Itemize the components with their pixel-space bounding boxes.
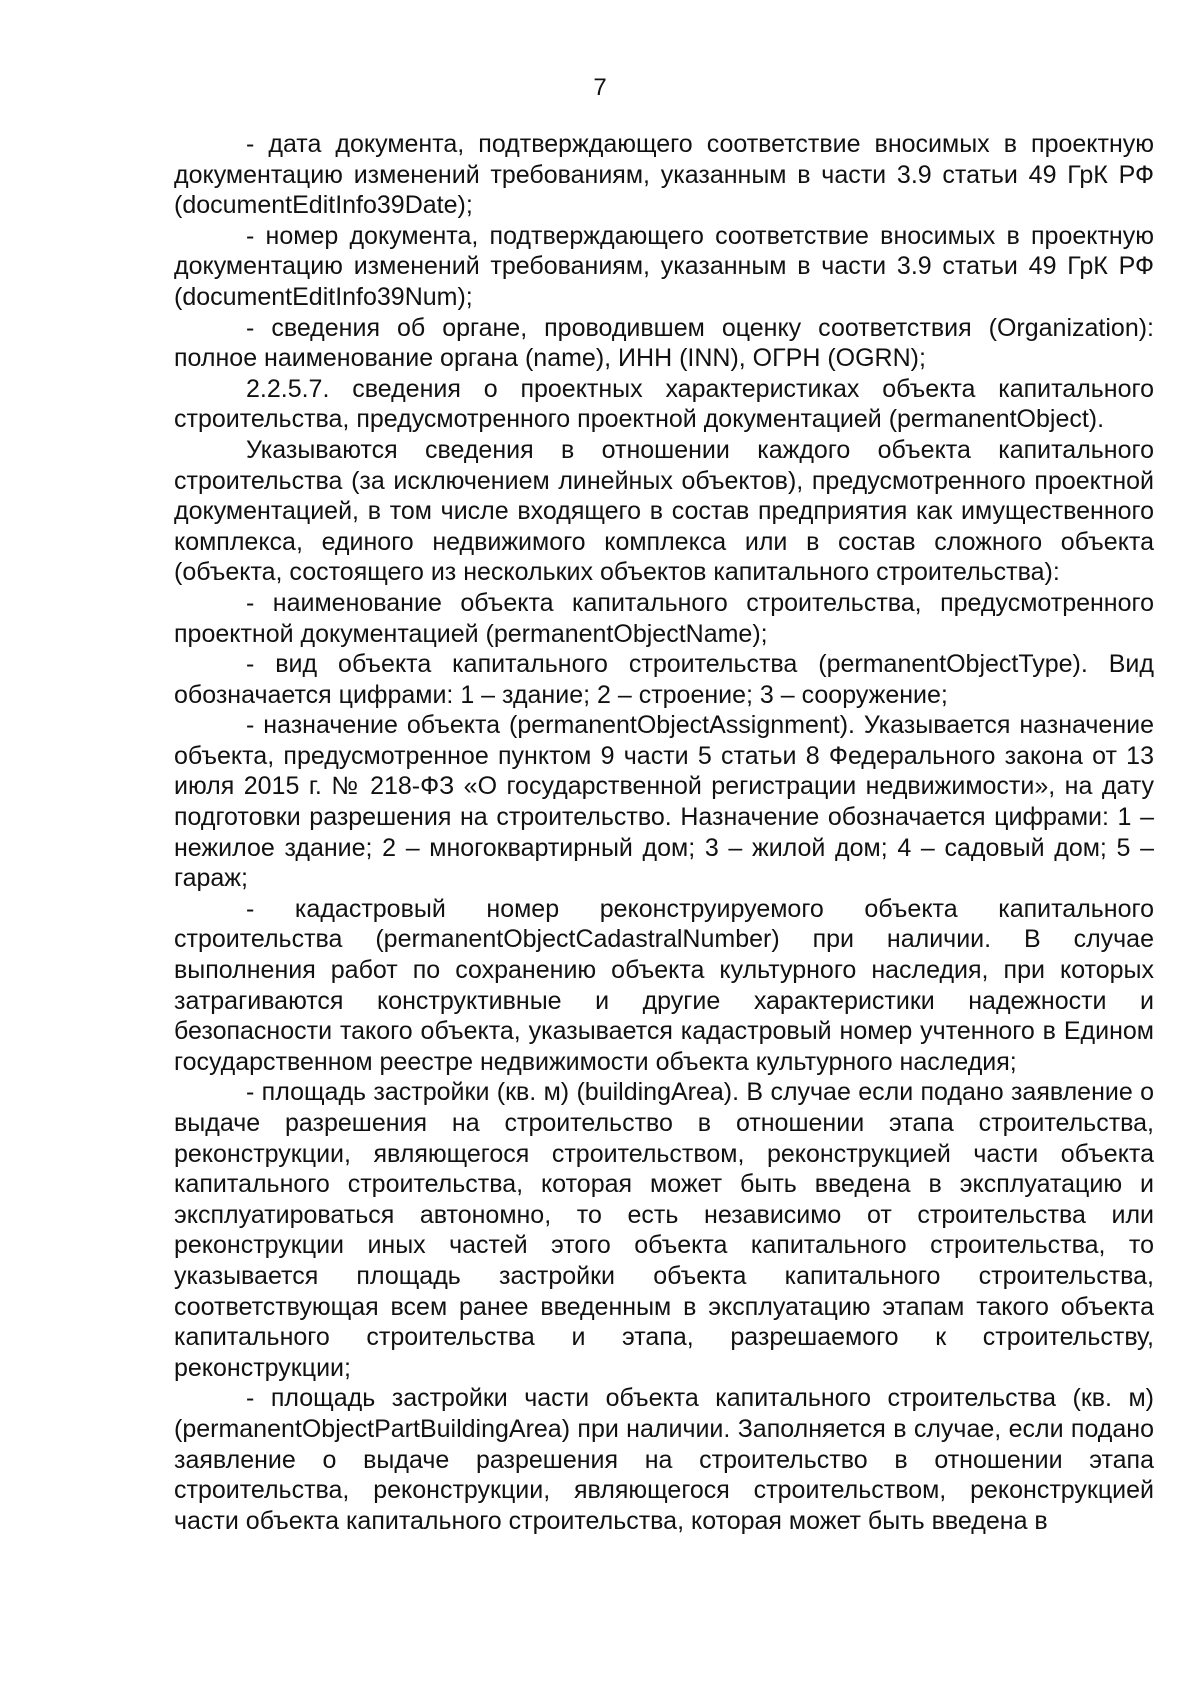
paragraph: - площадь застройки (кв. м) (buildingArea). В случае если подано заявление о выдаче разрешения на строительство в отношении этапа строительства, реконструкции, являющегося строительством, реконструкцией части объекта капитального строительства, которая может быть введена в эксплуатацию и эксплуатироваться автономно, то есть независимо от строительства или реконструкции иных частей этого объекта капитального строительства, то указывается площадь застройки объекта капитального строительства, соответствующая всем ранее введенным в эксплуатацию этапам такого объекта капитального строительства и этапа, разрешаемого к строительству, реконструкции; bbox=[174, 1078, 1154, 1382]
paragraph: - дата документа, подтверждающего соответствие вносимых в проектную документацию изменений требованиям, указанным в части 3.9 статьи 49 ГрК РФ (documentEditInfo39Date); bbox=[174, 130, 1154, 220]
paragraph: - сведения об органе, проводившем оценку соответствия (Organization): полное наименование органа (name), ИНН (INN), ОГРН (OGRN); bbox=[174, 313, 1154, 373]
paragraph: - вид объекта капитального строительства (permanentObjectType). Вид обозначается цифрами: 1 – здание; 2 – строение; 3 – сооружение; bbox=[174, 650, 1154, 709]
paragraph: - номер документа, подтверждающего соответствие вносимых в проектную документацию изменений требованиям, указанным в части 3.9 статьи 49 ГрК РФ (documentEditInfo39Num); bbox=[174, 221, 1154, 311]
document-body bbox=[174, 129, 1154, 1536]
paragraph: - кадастровый номер реконструируемого объекта капитального строительства (permanentObjectCadastralNumber) при наличии. В случае выполнения работ по сохранению объекта культурного наследия, при которых затрагиваются конструктивные и другие характеристики надежности и безопасности такого объекта, указывается кадастровый номер учтенного в Едином государственном реестре недвижимости объекта культурного наследия; bbox=[174, 894, 1154, 1076]
paragraph: - площадь застройки части объекта капитального строительства (кв. м) (permanentObjectPartBuildingArea) при наличии. Заполняется в случае, если подано заявление о выдаче разрешения на строительство в отношении этапа строительства, реконструкции, являющегося строительством, реконструкцией части объекта капитального строительства, которая может быть введена в bbox=[174, 1384, 1154, 1535]
paragraph: 2.2.5.7. сведения о проектных характеристиках объекта капитального строительства, предусмотренного проектной документацией (permanentObject). bbox=[174, 374, 1154, 434]
page-number: 7 bbox=[593, 74, 607, 101]
paragraph: - наименование объекта капитального строительства, предусмотренного проектной документацией (permanentObjectName); bbox=[174, 588, 1154, 648]
paragraph: - назначение объекта (permanentObjectAssignment). Указывается назначение объекта, предусмотренное пунктом 9 части 5 статьи 8 Федерального закона от 13 июля 2015 г. № 218-ФЗ «О государственной регистрации недвижимости», на дату подготовки разрешения на строительство. Назначение обозначается цифрами: 1 – нежилое здание; 2 – многоквартирный дом; 3 – жилой дом; 4 – садовый дом; 5 – гараж; bbox=[174, 711, 1154, 893]
paragraph: Указываются сведения в отношении каждого объекта капитального строительства (за исключением линейных объектов), предусмотренного проектной документацией, в том числе входящего в состав предприятия как имущественного комплекса, единого недвижимого комплекса или в состав сложного объекта (объекта, состоящего из нескольких объектов капитального строительства): bbox=[174, 435, 1154, 587]
